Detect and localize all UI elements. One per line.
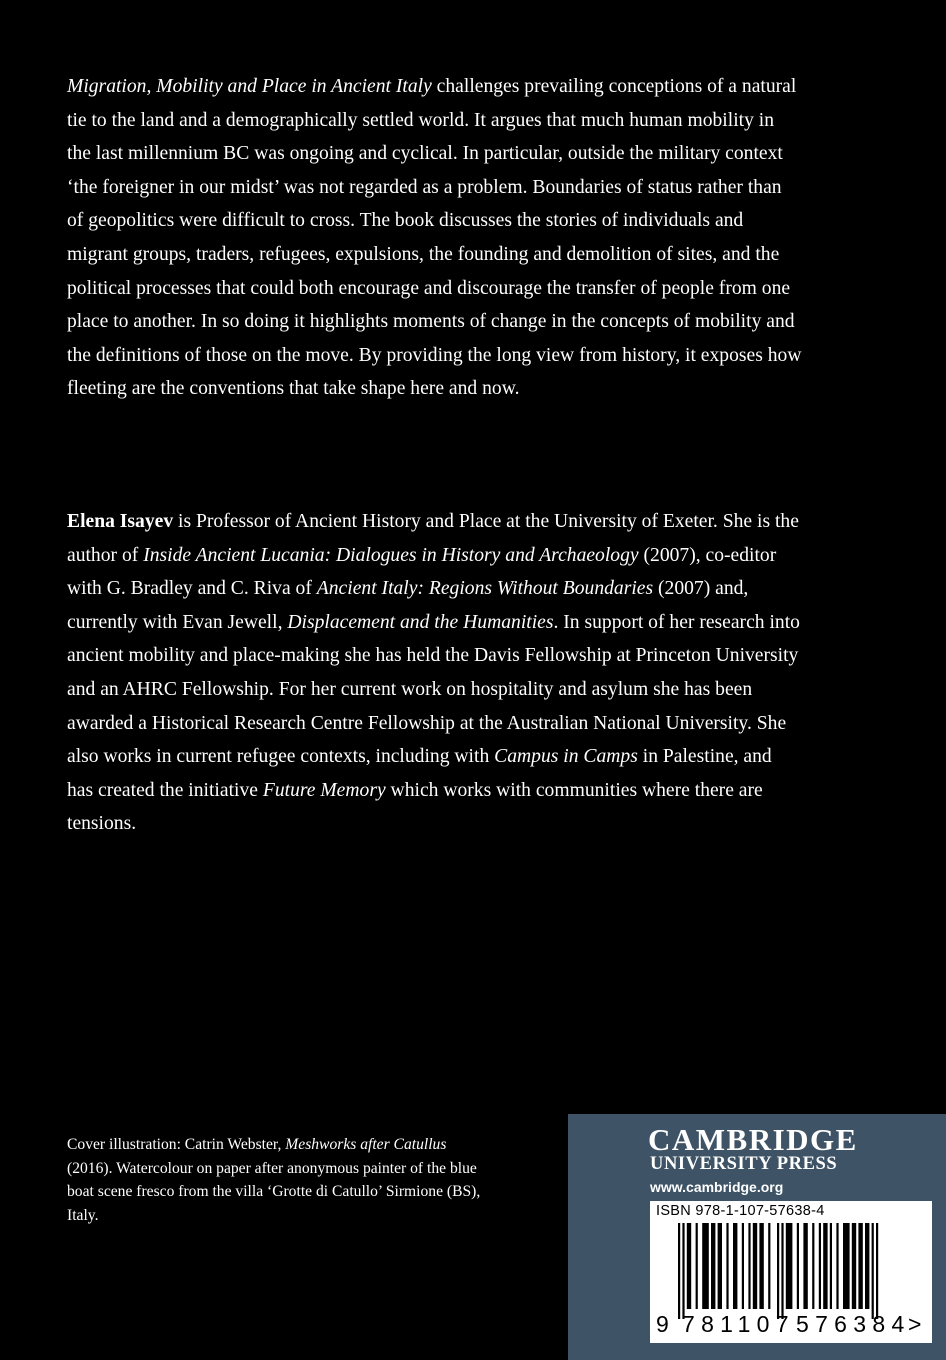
barcode-bar (678, 1223, 680, 1319)
credit-artwork-title: Meshworks after Catullus (285, 1136, 447, 1153)
book-title-italic: Migration, Mobility and Place in Ancient Italy (67, 76, 432, 97)
barcode-right-digits: 576384 (796, 1311, 911, 1337)
bio-text-5: in Palestine, and has created the initiative (67, 746, 772, 801)
bio-text-2: (2007), co-editor with G. Bradley and C. Riva of (67, 544, 777, 600)
barcode-bar (781, 1223, 783, 1319)
barcode-bar (797, 1223, 799, 1309)
barcode-bar (836, 1223, 838, 1309)
barcode-bar (759, 1223, 763, 1309)
barcode-bar (823, 1223, 827, 1309)
barcode-bar (733, 1223, 737, 1309)
barcode-bar (830, 1223, 832, 1309)
barcode-bar (858, 1223, 862, 1309)
bio-text-3: (2007) and, currently with Evan Jewell, (67, 578, 749, 633)
barcode-bar (696, 1223, 698, 1309)
barcode-bar (777, 1223, 779, 1319)
barcode-bar (748, 1223, 750, 1309)
bio-book-3: Displacement and the Humanities (287, 611, 554, 633)
barcode-bar (753, 1223, 757, 1309)
barcode-bar (812, 1223, 814, 1309)
credit-text-2: (2016). Watercolour on paper after anonymous painter of the blue boat scene fresco from the villa ‘Grotte di Catullo’ Sirmione (BS), Italy. (67, 1159, 481, 1224)
author-name: Elena Isayev (67, 511, 174, 532)
barcode-bar (865, 1223, 869, 1309)
bio-book-2: Ancient Italy: Regions Without Boundaries (316, 578, 654, 600)
bio-text-4: . In support of her research into ancient mobility and place-making she has held the Davis Fellowship at Princeton University and an AHRC Fellowship. For her current work on hospitality and asylum she has been awarded a Historical Research Centre Fellowship at the Australian National University. She also works in current refugee contexts, including with (67, 611, 800, 768)
isbn-barcode (650, 1201, 932, 1343)
publisher-name-top: CAMBRIDGE (648, 1122, 858, 1157)
publisher-name-bottom: UNIVERSITY PRESS (650, 1154, 838, 1174)
barcode-bar (742, 1223, 744, 1309)
bio-text-6: which works with communities where there are tensions. (67, 779, 763, 835)
credit-text-1: Cover illustration: Catrin Webster, (67, 1136, 286, 1153)
bio-project-1: Campus in Camps (494, 746, 638, 768)
description-text: challenges prevailing conceptions of a natural tie to the land and a demographically settled world. It argues that much human mobility in the last millennium BC was ongoing and cyclical. In particular, outside the military context ‘the foreigner in our midst’ was not regarded as a problem. Boundaries of status rather than of geopolitics were difficult to cross. The book discusses the stories of individuals and migrant groups, traders, refugees, expulsions, the founding and demolition of sites, and the political processes that could both encourage and discourage the transfer of people from one place to another. In so doing it highlights moments of change in the concepts of mobility and the definitions of those on the move. By providing the long view from history, it exposes how fleeting are the conventions that take shape here and now. (67, 76, 802, 400)
barcode-lead-digit: 9 (656, 1311, 669, 1337)
barcode-bar (819, 1223, 821, 1309)
bio-book-1: Inside Ancient Lucania: Dialogues in History and Archaeology (143, 544, 639, 566)
author-biography (67, 505, 802, 841)
publisher-panel (568, 1114, 946, 1360)
bio-project-2: Future Memory (262, 779, 386, 801)
barcode-bar (803, 1223, 807, 1309)
barcode-quiet-mark: > (908, 1311, 922, 1337)
barcode-bar (843, 1223, 850, 1309)
book-description (67, 70, 802, 406)
barcode-bar (718, 1223, 722, 1309)
barcode-bar (786, 1223, 793, 1309)
barcode-bar (768, 1223, 770, 1309)
barcode-bar (711, 1223, 715, 1309)
barcode-bar (876, 1223, 878, 1319)
barcode-bar (726, 1223, 728, 1309)
barcode-bar (682, 1223, 684, 1319)
barcode-bar (687, 1223, 691, 1309)
barcode-bar (852, 1223, 856, 1309)
barcode-left-digits: 781107 (682, 1311, 795, 1337)
barcode-bar (872, 1223, 874, 1319)
bio-text-1: is Professor of Ancient History and Place at the University of Exeter. She is the author of (67, 511, 799, 566)
cover-illustration-credit (67, 1133, 487, 1227)
isbn-label: ISBN 978-1-107-57638-4 (656, 1203, 825, 1219)
publisher-website[interactable]: www.cambridge.org (650, 1179, 784, 1195)
barcode-bar (702, 1223, 709, 1309)
